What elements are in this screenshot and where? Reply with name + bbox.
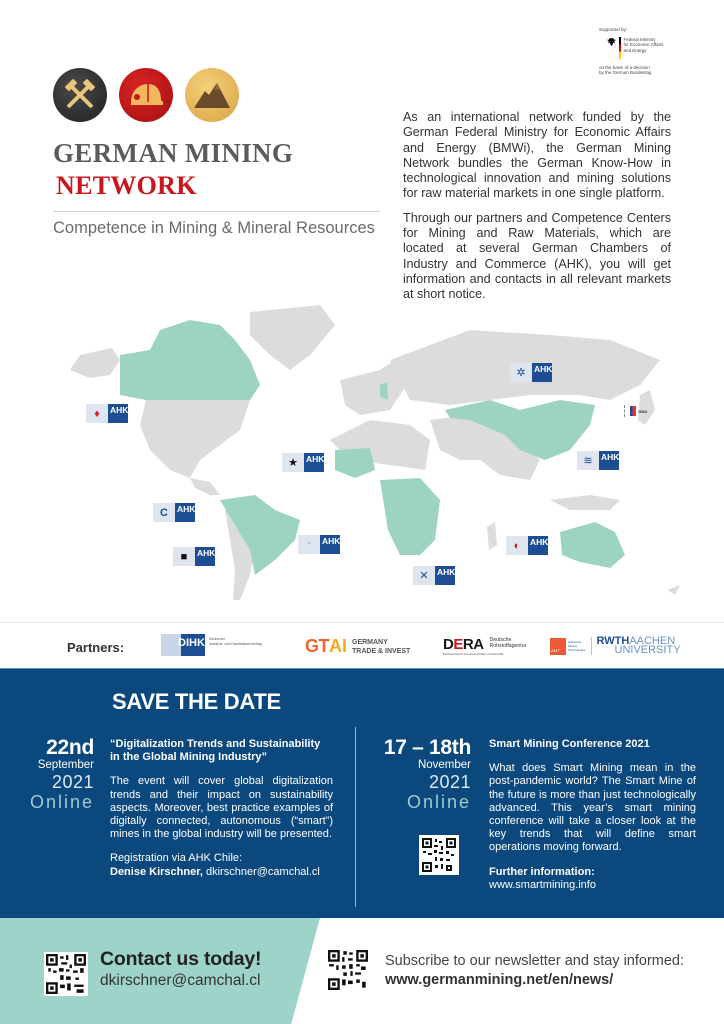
dera-ra: RA [462, 636, 484, 653]
ahk-label: AHK [528, 536, 548, 555]
amt-square: AMT [550, 638, 566, 655]
ahk-marker-brazil[interactable] [298, 535, 340, 554]
contact-qr-code[interactable] [44, 952, 88, 996]
ahk-marker-peru[interactable] [153, 503, 195, 522]
event2-qr-code[interactable] [419, 835, 459, 875]
event1-contact-name: Denise Kirschner, [110, 865, 203, 878]
newsletter-url[interactable]: www.germanmining.net/en/news/ [385, 972, 614, 988]
event1-contact-email[interactable]: dkirschner@camchal.cl [206, 865, 320, 878]
event2-mode: Online [406, 792, 471, 812]
amt-divider [591, 637, 592, 655]
event1-registration-label: Registration via AHK Chile: [110, 852, 243, 865]
event2-url[interactable]: www.smartmining.info [489, 878, 596, 891]
save-the-date-section [0, 668, 724, 918]
contact-email[interactable]: dkirschner@camchal.cl [100, 972, 261, 989]
gtai-gt: GT [305, 636, 329, 656]
ahk-label: AHK [108, 404, 128, 423]
crossed-hammers-icon [53, 68, 107, 122]
dihk-desc: Deutscher [209, 637, 225, 641]
ahk-marker-russia[interactable] [510, 363, 552, 382]
newsletter-qr-code[interactable] [326, 948, 370, 992]
intro-paragraph-1: As an international network funded by the German Federal Ministry for Economic Affairs and Energy (BMWi), the German Mining Network bundles the German Know-How in technological innovation and mining solutions for raw material markets in one single platform. [403, 110, 671, 201]
intro-text [403, 110, 671, 303]
partners-divider [0, 622, 724, 623]
event1-date [20, 737, 94, 813]
dera-e: E [453, 636, 463, 653]
ahk-label: AHK [175, 503, 195, 522]
ahk-label: AHK [195, 547, 215, 566]
ahk-label: AHK [435, 566, 455, 585]
supported-by-label: Supported by: [599, 27, 628, 32]
intro-paragraph-2: Through our partners and Competence Centers for Mining and Raw Materials, which are located at several German Chambers of Industry and Commerce (AHK), you will get information and contacts in all relevant markets at short notice. [403, 210, 671, 302]
partner-gtai-logo[interactable] [305, 636, 410, 657]
partner-amt-rwth-logo[interactable] [550, 637, 681, 655]
event2-year: 2021 [428, 772, 471, 792]
event1-title: “Digitalization Trends and Sustainability in the Global Mining Industry” [110, 738, 321, 764]
event1-month: September [37, 759, 94, 771]
mountain-icon [185, 68, 239, 122]
southern-africa-logo-icon: ✕ [413, 566, 435, 585]
event1-day: 22nd [46, 736, 94, 759]
brand-title-line2: NETWORK [56, 171, 197, 200]
ahk-marker-canada[interactable] [86, 404, 128, 423]
event1-description: The event will cover global digitalization trends and their impact on sustainability aspects. Moreover, best practice examples of digitally connected, autonomous (“smart”) mines in the global industry will be presented. [110, 775, 333, 841]
save-the-date-title: SAVE THE DATE [112, 689, 281, 714]
rwth-university: UNIVERSITY [614, 644, 681, 656]
amt-line: Advanced [568, 640, 582, 644]
gtai-line: GERMANY [352, 638, 388, 646]
gmu-text-block [624, 405, 628, 417]
dera-small: Bundesanstalt für Geowissenschaften und Rohstoffe [443, 653, 504, 656]
brazil-logo-icon: ⌃ [298, 535, 320, 554]
basis-line: on the basis of a decision [599, 64, 650, 70]
ahk-marker-west-africa[interactable] [282, 453, 324, 472]
brand-title-line1: GERMAN MINING [53, 138, 294, 168]
brand-divider [53, 211, 380, 212]
ahk-marker-southern-africa[interactable] [413, 566, 455, 585]
basis-line: by the German Bundestag [599, 70, 652, 76]
partner-dera-logo[interactable] [443, 636, 527, 656]
newsletter-text: Subscribe to our newsletter and stay informed: [385, 953, 685, 969]
ministry-line: and Energy [623, 47, 647, 53]
wave-icon: C [153, 503, 175, 522]
ahk-marker-chile[interactable] [173, 547, 215, 566]
ahk-label: AHK [599, 451, 619, 470]
miner-helmet-icon [119, 68, 173, 122]
mongolia-university-badge[interactable] [624, 405, 647, 417]
qr-code-icon [422, 838, 456, 872]
rwth-aachen: AACHEN [629, 635, 676, 647]
brand-tagline: Competence in Mining & Mineral Resources [53, 219, 375, 237]
event2-title: Smart Mining Conference 2021 [489, 738, 650, 750]
partners-label: Partners: [67, 640, 125, 655]
australia-logo-icon: ◐ [506, 536, 528, 555]
ahk-marker-china[interactable] [577, 451, 619, 470]
event2-month: November [417, 759, 471, 771]
brand-icons [53, 68, 239, 122]
amt-line: Mining [568, 644, 577, 648]
gmu-label: GMU [638, 408, 648, 414]
dihk-desc: Industrie- und Handelskammertag [209, 641, 262, 646]
event2-day: 17 – 18th [383, 736, 471, 759]
ministry-line: Federal Ministry [623, 36, 656, 42]
event1-mode: Online [29, 792, 94, 812]
russia-logo-icon: ✲ [510, 363, 532, 382]
event2-details [489, 738, 696, 892]
rwth-name: RWTH [596, 635, 630, 647]
gtai-line: TRADE & INVEST [352, 647, 411, 655]
china-logo-icon: ≋ [577, 451, 599, 470]
chile-logo-icon: ■ [173, 547, 195, 566]
qr-code-icon [328, 950, 368, 990]
partner-dihk-logo[interactable] [161, 634, 262, 656]
ahk-label: AHK [304, 453, 324, 472]
events-divider [355, 727, 356, 907]
event2-date [364, 737, 471, 813]
gtai-ai: AI [329, 636, 347, 656]
ministry-line: for Economic Affairs [623, 42, 664, 48]
qr-code-icon [46, 954, 86, 994]
world-map [50, 300, 690, 610]
dera-d: D [443, 636, 454, 653]
federal-eagle-icon [607, 37, 616, 47]
dera-line: Rohstoffagentur [489, 643, 527, 649]
event2-further-label: Further information: [489, 865, 595, 878]
event1-year: 2021 [51, 772, 94, 792]
dera-line: Deutsche [489, 637, 512, 643]
dihk-box: DIHK [161, 634, 205, 656]
ahk-label: AHK [532, 363, 552, 382]
contact-title: Contact us today! [100, 948, 262, 970]
star-icon: ★ [282, 453, 304, 472]
event1-details [110, 738, 333, 879]
german-flag-bar [619, 37, 621, 59]
maple-leaf-icon: ♦ [86, 404, 108, 423]
supported-by-block [599, 27, 709, 76]
ahk-marker-australia[interactable] [506, 536, 548, 555]
event2-description: What does Smart Mining mean in the post-pandemic world? The Smart Mine of the future is more than just technologically advanced. This year’s smart mining conference will take a closer look at the key trends that will define smart operations moving forward. [489, 762, 696, 854]
footer [0, 918, 724, 1024]
amt-line: Technologies [568, 648, 586, 652]
ahk-label: AHK [320, 535, 340, 554]
gmu-logo-icon [630, 406, 636, 416]
